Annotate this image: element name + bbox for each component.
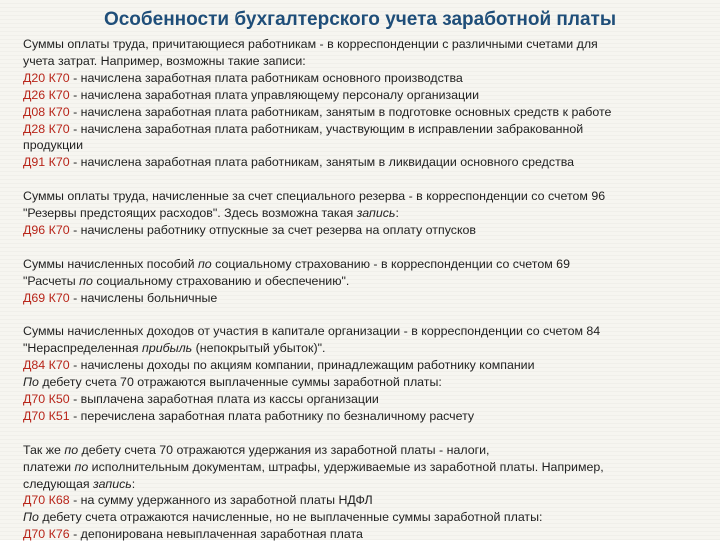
text-line (23, 137, 703, 154)
account-entry: Д70 К50 (23, 391, 70, 406)
line-text: "Нераспределенная (23, 341, 142, 356)
text-line (23, 290, 703, 307)
line-text: (непокрытый убыток)". (192, 341, 326, 356)
line-text: следующая (23, 476, 93, 491)
account-entry: Д08 К70 (23, 104, 70, 119)
line-text: Суммы оплаты труда, начисленные за счет специального резерва - в корреспонденции со счетом 96 (23, 189, 606, 204)
text-line (23, 53, 703, 70)
line-text: : (131, 476, 136, 491)
line-text: - начислена заработная плата управляющему персоналу организации (69, 87, 479, 102)
text-line (23, 357, 703, 374)
text-line (23, 492, 703, 509)
blank-line (23, 306, 703, 323)
text-line (23, 526, 703, 543)
text-line (23, 70, 703, 87)
line-text: дебету счета 70 отражаются выплаченные суммы заработной платы: (38, 375, 442, 390)
text-line (23, 154, 703, 171)
text-line (23, 340, 703, 357)
text-line (23, 408, 703, 425)
account-entry: Д96 К70 (23, 222, 70, 237)
account-entry: Д69 К70 (23, 290, 70, 305)
line-text: Суммы начисленных пособий (23, 256, 198, 271)
text-line (23, 476, 703, 493)
line-text: - начислены больничные (69, 290, 218, 305)
italic-text: По (23, 375, 39, 390)
italic-text: запись (93, 476, 132, 491)
line-text: продукции (23, 138, 84, 153)
account-entry: Д28 К70 (23, 121, 70, 136)
account-entry: Д70 К68 (23, 493, 70, 508)
line-text: Суммы начисленных доходов от участия в капитале организации - в корреспонденции со счетом 84 (23, 324, 601, 339)
line-text: - начислена заработная плата работникам, участвующим в исправлении забракованной (69, 121, 584, 136)
line-text: "Расчеты (23, 273, 80, 288)
line-text: - начислены доходы по акциям компании, принадлежащим работнику компании (69, 358, 535, 373)
italic-text: по (64, 442, 79, 457)
blank-line (23, 239, 703, 256)
account-entry: Д26 К70 (23, 87, 70, 102)
text-line (23, 459, 703, 476)
blank-line (23, 425, 703, 442)
line-text: - депонирована невыплаченная заработная плата (69, 527, 363, 542)
text-line (23, 121, 703, 138)
text-line (23, 205, 703, 222)
text-line (23, 323, 703, 340)
account-entry: Д91 К70 (23, 155, 70, 170)
line-text: дебету счета 70 отражаются удержания из заработной платы - налоги, (78, 442, 490, 457)
line-text: социальному страхованию и обеспечению". (92, 273, 350, 288)
line-text: Так же (23, 442, 65, 457)
text-line (23, 374, 703, 391)
text-line (23, 222, 703, 239)
italic-text: запись (356, 206, 396, 221)
blank-line (23, 171, 703, 188)
text-line (23, 391, 703, 408)
text-line (23, 273, 703, 290)
line-text: - начислена заработная плата работникам, занятым в ликвидации основного средства (69, 155, 575, 170)
italic-text: прибыль (142, 341, 193, 356)
line-text: учета затрат. Например, возможны такие записи: (23, 53, 306, 68)
line-text: - выплачена заработная плата из кассы организации (69, 391, 379, 406)
italic-text: по (74, 459, 89, 474)
italic-text: По (23, 510, 39, 525)
line-text: Суммы оплаты труда, причитающиеся работникам - в корреспонденции с различными счетами для (23, 37, 598, 51)
text-line (23, 87, 703, 104)
line-text: - на сумму удержанного из заработной платы НДФЛ (69, 493, 373, 508)
text-line (23, 36, 703, 53)
text-line (23, 104, 703, 121)
account-entry: Д70 К51 (23, 408, 70, 423)
italic-text: по (79, 273, 93, 288)
text-line (23, 509, 703, 526)
account-entry: Д84 К70 (23, 358, 70, 373)
text-line (23, 188, 703, 205)
line-text: платежи (23, 459, 75, 474)
slide-body (23, 36, 703, 543)
account-entry: Д20 К70 (23, 70, 70, 85)
line-text: "Резервы предстоящих расходов". Здесь возможна такая (23, 206, 357, 221)
line-text: - начислены работнику отпускные за счет резерва на оплату отпусков (69, 222, 476, 237)
line-text: - перечислена заработная плата работнику по безналичному расчету (69, 408, 475, 423)
slide-title: Особенности бухгалтерского учета заработной платы (103, 9, 617, 30)
italic-text: по (197, 256, 212, 271)
line-text: - начислена заработная плата работникам основного производства (69, 70, 463, 85)
account-entry: Д70 К76 (23, 527, 70, 542)
text-line (23, 256, 703, 273)
line-text: : (395, 206, 399, 221)
line-text: исполнительным документам, штрафы, удерживаемые из заработной платы. Например, (88, 459, 604, 474)
line-text: социальному страхованию - в корреспонденции со счетом 69 (211, 256, 570, 271)
line-text: - начислена заработная плата работникам, занятым в подготовке основных средств к работе (69, 104, 612, 119)
text-line (23, 442, 703, 459)
line-text: дебету счета отражаются начисленные, но не выплаченные суммы заработной платы: (38, 510, 543, 525)
